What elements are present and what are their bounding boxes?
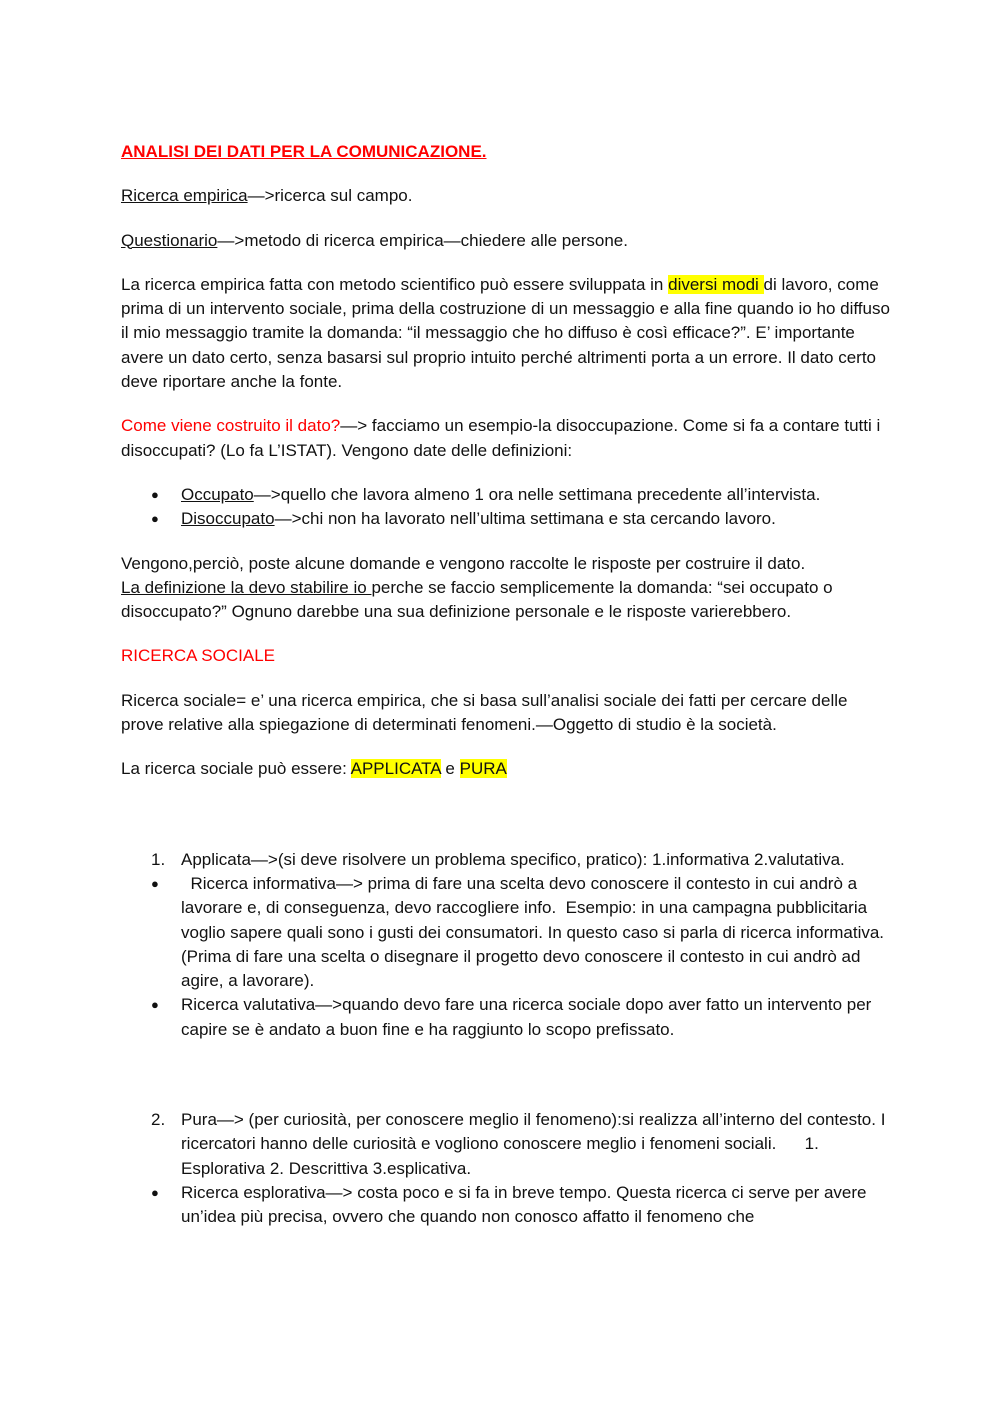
paragraph-text: Vengono,perciò, poste alcune domande e vengono raccolte le risposte per costruire il dato. [121, 553, 806, 573]
definition-text: —>quello che lavora almeno 1 ora nelle settimana precedente all’intervista. [253, 484, 821, 504]
numbered-item-pura [121, 1108, 891, 1229]
paragraph-ricerca-empirica [121, 184, 891, 208]
paragraph-text: perche se faccio semplicemente la domanda: “sei occupato o disoccupato?” Ognuno darebbe una sua definizione personale e le risposte varierebbero. [121, 577, 833, 622]
item-text: Applicata—>(si deve risolvere un problema specifico, pratico): 1.informativa 2.valutativa. [181, 849, 845, 869]
term-questionario: Questionario [121, 230, 218, 250]
highlight-diversi-modi: diversi modi [668, 274, 764, 294]
item-text: Pura—> (per curiosità, per conoscere meglio il fenomeno):si realizza all’interno del contesto. I ricercatori hanno delle curiosità e vogliono conoscere meglio i fenomeni sociali. 1. Esplorativa 2. Descrittiva 3.esplicativa. [181, 1110, 891, 1178]
highlight-applicata: APPLICATA [350, 759, 441, 779]
list-number: 2. [151, 1110, 166, 1130]
paragraph-questionario [121, 229, 891, 253]
term-ricerca-empirica: Ricerca empirica [121, 186, 248, 206]
definition-text: —>metodo di ricerca empirica—chiedere alle persone. [217, 230, 628, 250]
paragraph-text: La ricerca sociale può essere: [121, 759, 351, 779]
paragraph-costruzione-dato [121, 414, 891, 463]
term-disoccupato: Disoccupato [181, 509, 275, 529]
document-title: ANALISI DEI DATI PER LA COMUNICAZIONE. [121, 142, 487, 161]
section-heading-ricerca-sociale: RICERCA SOCIALE [121, 646, 275, 666]
list-item-applicata [121, 848, 891, 872]
paragraph-definizione [121, 552, 891, 625]
term-occupato: Occupato [181, 484, 254, 504]
list-item-occupato [121, 483, 891, 507]
list-item-ricerca-informativa [121, 872, 891, 993]
list-item-pura [121, 1108, 891, 1181]
paragraph-text: di lavoro, come prima di un intervento sociale, prima della costruzione di un messaggio e alla fine quando io ho diffuso il mio messaggio tramite la domanda: “il messaggio che ho diffuso è così efficace?”. E’ importante avere un dato certo, senza basarsi sul proprio intuito perché altrimenti porta a un errore. Il dato certo deve riportare anche la fonte. [121, 274, 890, 392]
paragraph-tipi-ricerca [121, 757, 891, 781]
paragraph-text: La ricerca empirica fatta con metodo scientifico può essere sviluppata in [121, 274, 669, 294]
definitions-list [121, 483, 891, 532]
paragraph-text: —> facciamo un esempio-la disoccupazione. Come si fa a contare tutti i disoccupati? (Lo fa L’ISTAT). Vengono date delle definizioni: [121, 416, 881, 460]
underlined-definizione: La definizione la devo stabilire io [121, 577, 372, 597]
list-item-ricerca-esplorativa [121, 1181, 891, 1230]
item-text: Ricerca esplorativa—> costa poco e si fa in breve tempo. Questa ricerca ci serve per avere un’idea più precisa, ovvero che quando non conosco affatto il fenomeno che [181, 1182, 867, 1227]
paragraph-text: e [440, 759, 460, 779]
item-text: Ricerca valutativa—>quando devo fare una ricerca sociale dopo aver fatto un intervento per capire se è andato a buon fine e ha raggiunto lo scopo prefissato. [181, 995, 872, 1039]
paragraph-metodo-scientifico [121, 273, 891, 394]
numbered-item-applicata [121, 848, 891, 1042]
definition-text: —>chi non ha lavorato nell’ultima settimana e sta cercando lavoro. [274, 509, 776, 529]
document-page [121, 140, 891, 1230]
list-number: 1. [151, 849, 166, 869]
list-item-ricerca-valutativa [121, 993, 891, 1042]
red-question: Come viene costruito il dato? [121, 416, 341, 436]
paragraph-ricerca-sociale: Ricerca sociale= e’ una ricerca empirica, che si basa sull’analisi sociale dei fatti per cercare delle prove relative alla spiegazione di determinati fenomeni.—Oggetto di studio è la società. [121, 690, 848, 735]
definition-text: —>ricerca sul campo. [247, 186, 413, 206]
item-text: Ricerca informativa—> prima di fare una scelta devo conoscere il contesto in cui andrò a lavorare e, di conseguenza, devo raccogliere info. Esempio: in una campagna pubblicitaria voglio sapere quali sono i gusti dei consumatori. In questo caso si parla di ricerca informativa. (Prima di fare una scelta o disegnare il progetto devo conoscere il contesto in cui andrò ad agire, a lavorare). [181, 873, 889, 991]
highlight-pura: PURA [459, 759, 507, 779]
list-item-disoccupato [121, 507, 891, 531]
